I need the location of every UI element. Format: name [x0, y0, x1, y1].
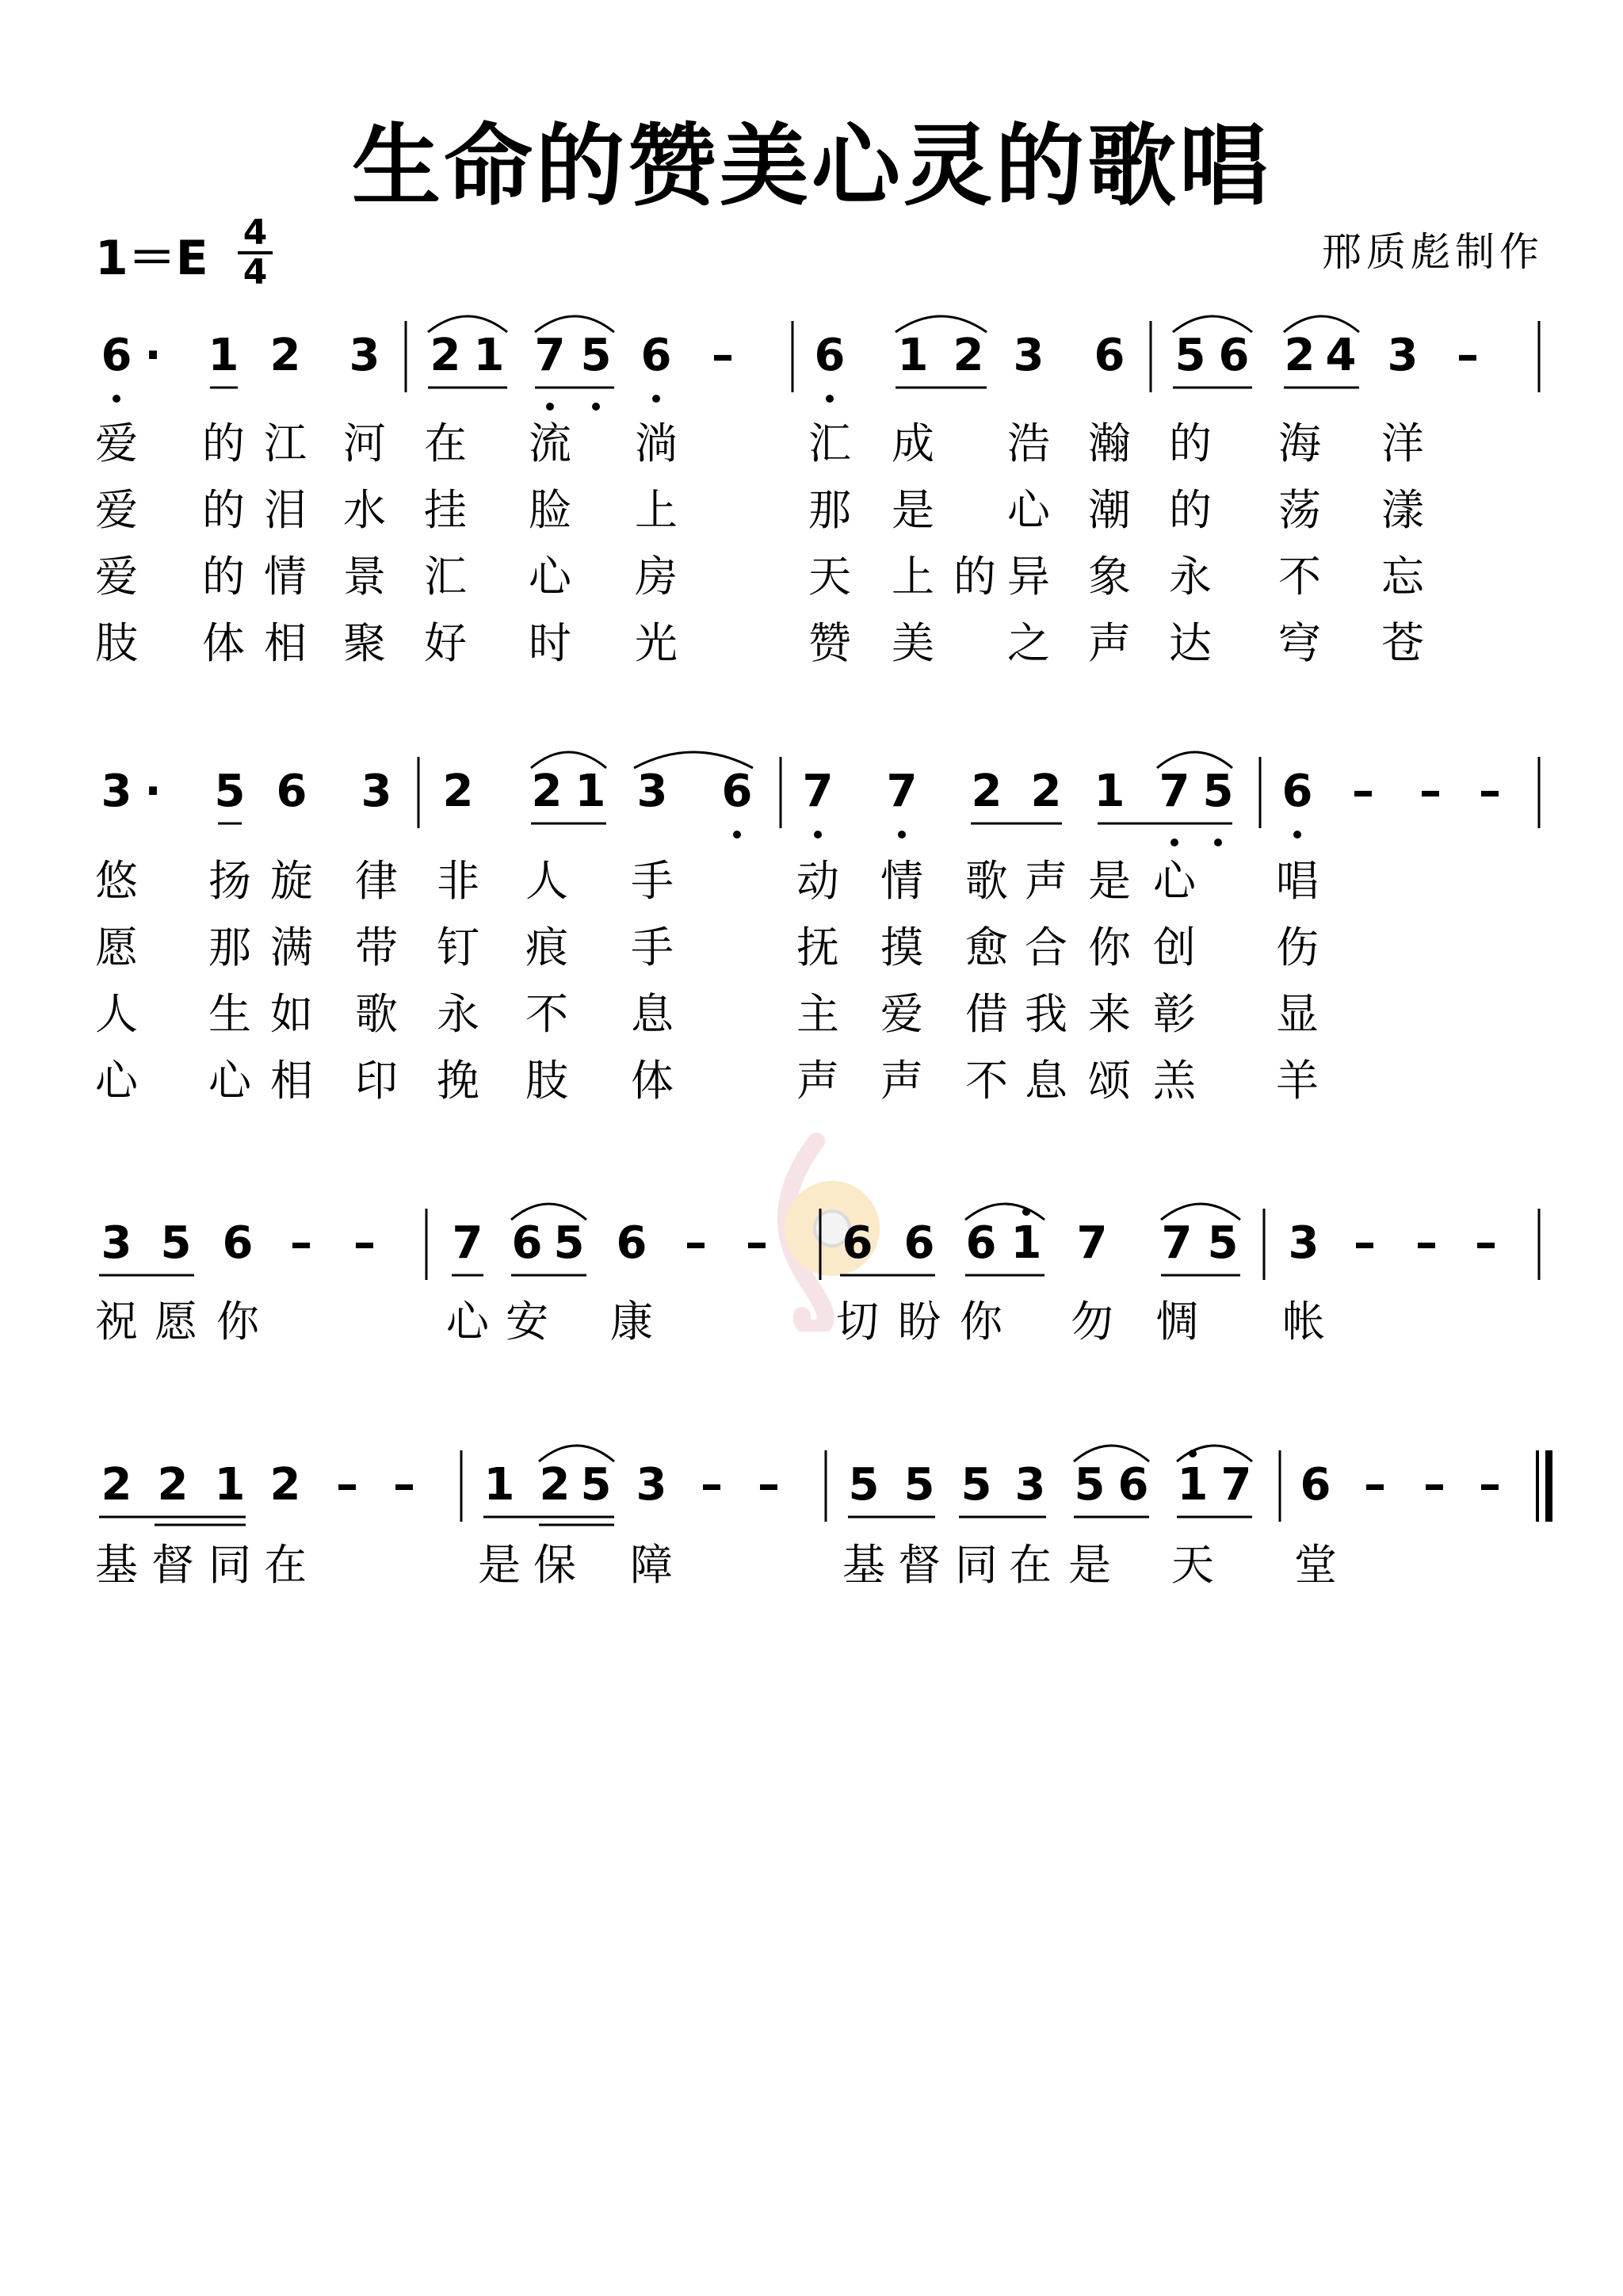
note: 7 — [452, 1217, 483, 1269]
lyric-char: 息 — [1025, 1056, 1067, 1106]
lyric-char: 印 — [355, 1056, 398, 1106]
lyric-char: 上 — [635, 485, 678, 535]
lyric-char: 爱 — [95, 485, 138, 535]
note: 7 — [1159, 766, 1190, 817]
note: – — [758, 1459, 780, 1511]
low-octave-dot — [113, 395, 120, 403]
note: – — [290, 1217, 312, 1269]
time-signature-bottom: 4 — [242, 252, 268, 292]
note: 1 — [473, 330, 505, 381]
lyric-char: 扬 — [208, 856, 251, 906]
note: · — [144, 766, 162, 817]
note: 7 — [1220, 1459, 1252, 1511]
lyric-char: 达 — [1169, 618, 1212, 668]
lyric-char: 基 — [842, 1540, 885, 1590]
lyric-char: 旋 — [270, 856, 313, 906]
lyric-char: 心 — [1153, 856, 1196, 906]
lyric-char: 瀚 — [1088, 418, 1131, 468]
final-barline-thick — [1545, 1450, 1552, 1522]
note: 5 — [160, 1217, 192, 1269]
lyric-char: 漾 — [1381, 485, 1424, 535]
note: – — [1475, 1217, 1497, 1269]
lyric-char: 勿 — [1071, 1297, 1113, 1347]
note: – — [1364, 1459, 1386, 1511]
note: 2 — [430, 330, 461, 381]
lyric-char: 我 — [1025, 989, 1067, 1039]
lyric-char: 流 — [529, 418, 571, 468]
note: 2 — [953, 330, 984, 381]
note: 7 — [886, 766, 918, 817]
lyric-char: 祝 — [95, 1297, 138, 1347]
lyric-char: 惆 — [1155, 1297, 1198, 1347]
lyric-char: 督 — [898, 1540, 941, 1590]
lyric-char: 你 — [216, 1297, 259, 1347]
lyric-char: 穹 — [1278, 618, 1321, 668]
lyric-char: 苍 — [1381, 618, 1424, 668]
note: 1 — [483, 1459, 515, 1511]
note: 5 — [960, 1459, 992, 1511]
lyric-char: 忘 — [1381, 552, 1424, 602]
lyric-char: 爱 — [95, 552, 138, 602]
note: 2 — [101, 1459, 132, 1511]
lyric-char: 显 — [1276, 989, 1319, 1039]
note: 3 — [101, 766, 132, 817]
note: – — [1479, 766, 1501, 817]
time-signature — [238, 212, 273, 292]
note: 3 — [1013, 330, 1044, 381]
note: · — [144, 330, 162, 381]
lyric-char: 生 — [208, 989, 251, 1039]
note: 3 — [1288, 1217, 1319, 1269]
note: 6 — [814, 330, 846, 381]
lyric-char: 你 — [1088, 923, 1131, 972]
lyric-char: 泪 — [264, 485, 307, 535]
lyric-char: 伤 — [1276, 923, 1319, 972]
time-signature-top: 4 — [242, 212, 268, 253]
lyric-char: 心 — [1007, 485, 1050, 535]
lyric-char: 不 — [965, 1056, 1008, 1106]
lyric-char: 羊 — [1276, 1056, 1319, 1106]
lyric-char: 羔 — [1153, 1056, 1196, 1106]
low-octave-dot — [592, 403, 600, 411]
note: 6 — [903, 1217, 935, 1269]
lyric-char: 肢 — [525, 1056, 568, 1106]
note: – — [1457, 330, 1479, 381]
note: 1 — [575, 766, 606, 817]
note: 4 — [1325, 330, 1357, 381]
lyric-char: 非 — [437, 856, 479, 906]
lyric-char: 安 — [506, 1297, 548, 1347]
lyric-char: 在 — [424, 418, 467, 468]
lyric-char: 创 — [1153, 923, 1196, 972]
lyric-char: 手 — [631, 856, 674, 906]
note: 6 — [842, 1217, 873, 1269]
note: 1 — [1177, 1459, 1209, 1511]
lyric-char: 同 — [955, 1540, 998, 1590]
lyric-char: 息 — [631, 989, 674, 1039]
note: 6 — [1281, 766, 1313, 817]
note: 5 — [214, 766, 246, 817]
note: 5 — [1074, 1459, 1106, 1511]
lyric-char: 愈 — [965, 923, 1008, 972]
lyric-char: 情 — [264, 552, 307, 602]
note: – — [712, 330, 734, 381]
lyric-char: 美 — [892, 618, 934, 668]
note: 1 — [897, 330, 929, 381]
low-octave-dot — [1214, 839, 1222, 846]
low-octave-dot — [826, 395, 834, 403]
note: 2 — [157, 1459, 189, 1511]
lyric-char: 海 — [1278, 418, 1321, 468]
note: – — [336, 1459, 358, 1511]
lyric-char: 情 — [880, 856, 923, 906]
lyric-char: 那 — [208, 923, 251, 972]
note: 1 — [208, 330, 239, 381]
lyric-char: 带 — [355, 923, 398, 972]
lyric-char: 江 — [264, 418, 307, 468]
lyric-char: 时 — [529, 618, 571, 668]
note: – — [1352, 766, 1374, 817]
lyric-char: 动 — [796, 856, 839, 906]
low-octave-dot — [814, 831, 822, 839]
note: 3 — [349, 330, 380, 381]
note: 6 — [1218, 330, 1250, 381]
lyric-char: 保 — [533, 1540, 576, 1590]
low-octave-dot — [898, 831, 906, 839]
lyric-char: 天 — [808, 552, 851, 602]
lyric-char: 汇 — [808, 418, 851, 468]
lyric-char: 相 — [264, 618, 307, 668]
lyric-char: 是 — [1088, 856, 1131, 906]
lyric-char: 愿 — [95, 923, 138, 972]
lyric-char: 愿 — [155, 1297, 197, 1347]
note: – — [746, 1217, 768, 1269]
note: 6 — [721, 766, 753, 817]
low-octave-dot — [546, 403, 554, 411]
lyric-char: 肢 — [95, 618, 138, 668]
page-title: 生命的赞美心灵的歌唱 — [352, 115, 1271, 218]
note: 3 — [636, 766, 668, 817]
lyric-char: 光 — [635, 618, 678, 668]
high-octave-dot — [1189, 1450, 1197, 1457]
lyric-char: 是 — [478, 1540, 521, 1590]
lyric-char: 淌 — [635, 418, 678, 468]
note: 1 — [1094, 766, 1125, 817]
lyric-char: 律 — [355, 856, 398, 906]
lyric-char: 心 — [95, 1056, 138, 1106]
lyric-char: 障 — [630, 1540, 673, 1590]
lyric-char: 相 — [270, 1056, 313, 1106]
note: – — [353, 1217, 376, 1269]
note: 6 — [1117, 1459, 1149, 1511]
lyric-char: 切 — [836, 1297, 879, 1347]
lyric-char: 的 — [202, 418, 245, 468]
note: 2 — [1030, 766, 1062, 817]
note: – — [1423, 1459, 1445, 1511]
note: 2 — [269, 1459, 301, 1511]
note: 3 — [636, 1459, 667, 1511]
lyric-char: 心 — [446, 1297, 489, 1347]
note: 3 — [361, 766, 392, 817]
lyric-char: 成 — [892, 418, 934, 468]
lyric-char: 手 — [631, 923, 674, 972]
lyric-char: 聚 — [343, 618, 386, 668]
lyric-char: 歌 — [355, 989, 398, 1039]
note: 1 — [1010, 1217, 1042, 1269]
lyric-char: 心 — [529, 552, 571, 602]
lyric-char: 的 — [953, 552, 996, 602]
note: 7 — [1076, 1217, 1108, 1269]
note: 3 — [101, 1217, 132, 1269]
lyric-char: 浩 — [1007, 418, 1050, 468]
lyric-char: 异 — [1007, 552, 1050, 602]
lyric-char: 是 — [892, 485, 934, 535]
note: – — [1419, 766, 1442, 817]
lyric-char: 体 — [202, 618, 245, 668]
lyric-char: 赞 — [808, 618, 851, 668]
lyric-char: 基 — [95, 1540, 138, 1590]
note: 6 — [222, 1217, 254, 1269]
note: 7 — [1161, 1217, 1193, 1269]
note: 5 — [580, 1459, 612, 1511]
note: – — [1479, 1459, 1501, 1511]
note: 6 — [101, 330, 132, 381]
lyric-char: 满 — [270, 923, 313, 972]
note: 6 — [616, 1217, 647, 1269]
note: 2 — [539, 1459, 571, 1511]
lyric-char: 永 — [437, 989, 479, 1039]
lyric-char: 合 — [1025, 923, 1067, 972]
note: – — [701, 1459, 723, 1511]
key-signature: 1＝E — [95, 231, 208, 286]
lyric-char: 声 — [880, 1056, 923, 1106]
note: 6 — [1094, 330, 1125, 381]
lyric-char: 好 — [424, 618, 467, 668]
lyric-char: 人 — [525, 856, 568, 906]
lyric-char: 河 — [343, 418, 386, 468]
lyric-char: 人 — [95, 989, 138, 1039]
lyric-char: 如 — [270, 989, 313, 1039]
lyric-char: 主 — [796, 989, 839, 1039]
lyric-char: 洋 — [1381, 418, 1424, 468]
note: – — [1415, 1217, 1438, 1269]
lyric-char: 督 — [151, 1540, 194, 1590]
note: 7 — [534, 330, 566, 381]
note: 5 — [848, 1459, 880, 1511]
note: 5 — [1202, 766, 1234, 817]
lyric-char: 盼 — [898, 1297, 941, 1347]
lyric-char: 体 — [631, 1056, 674, 1106]
lyric-char: 歌 — [965, 856, 1008, 906]
note: 3 — [1387, 330, 1419, 381]
note: 2 — [1284, 330, 1316, 381]
lyric-char: 痕 — [525, 923, 568, 972]
note: – — [1354, 1217, 1376, 1269]
note: 6 — [640, 330, 672, 381]
note: 6 — [1300, 1459, 1331, 1511]
lyric-char: 在 — [264, 1540, 307, 1590]
note: 2 — [442, 766, 474, 817]
lyric-char: 上 — [892, 552, 934, 602]
low-octave-dot — [1293, 831, 1301, 839]
lyric-char: 水 — [343, 485, 386, 535]
note: – — [685, 1217, 707, 1269]
lyric-char: 不 — [525, 989, 568, 1039]
lyric-char: 声 — [796, 1056, 839, 1106]
lyric-char: 抚 — [796, 923, 839, 972]
note: 2 — [531, 766, 563, 817]
lyric-char: 象 — [1088, 552, 1131, 602]
note: 2 — [269, 330, 301, 381]
lyric-char: 来 — [1088, 989, 1131, 1039]
note: 6 — [276, 766, 307, 817]
lyric-char: 的 — [1169, 418, 1212, 468]
lyric-char: 你 — [960, 1297, 1002, 1347]
low-octave-dot — [652, 395, 660, 403]
note: 5 — [1207, 1217, 1239, 1269]
lyric-char: 之 — [1007, 618, 1050, 668]
credit-text: 邢质彪制作 — [1322, 229, 1544, 275]
lyric-char: 天 — [1171, 1540, 1214, 1590]
note: 3 — [1014, 1459, 1046, 1511]
low-octave-dot — [1170, 839, 1178, 846]
lyric-char: 挂 — [424, 485, 467, 535]
lyric-char: 爱 — [880, 989, 923, 1039]
lyric-char: 借 — [965, 989, 1008, 1039]
lyric-char: 挽 — [437, 1056, 479, 1106]
lyric-char: 摸 — [880, 923, 923, 972]
lyric-char: 钉 — [437, 923, 479, 972]
lyric-char: 是 — [1068, 1540, 1111, 1590]
note: 5 — [580, 330, 612, 381]
note: 7 — [802, 766, 834, 817]
note: 5 — [903, 1459, 935, 1511]
lyric-char: 不 — [1278, 552, 1321, 602]
lyric-char: 在 — [1009, 1540, 1052, 1590]
lyric-char: 唱 — [1276, 856, 1319, 906]
lyric-char: 荡 — [1278, 485, 1321, 535]
lyric-char: 的 — [1169, 485, 1212, 535]
lyric-char: 的 — [202, 552, 245, 602]
lyric-char: 脸 — [529, 485, 571, 535]
lyric-char: 同 — [208, 1540, 251, 1590]
lyric-char: 的 — [202, 485, 245, 535]
lyric-char: 声 — [1088, 618, 1131, 668]
note: 5 — [553, 1217, 585, 1269]
note: 2 — [971, 766, 1002, 817]
lyric-char: 康 — [610, 1297, 653, 1347]
note: – — [393, 1459, 415, 1511]
lyric-char: 那 — [808, 485, 851, 535]
lyric-char: 帐 — [1282, 1297, 1325, 1347]
lyric-char: 爱 — [95, 418, 138, 468]
lyric-char: 心 — [208, 1056, 251, 1106]
lyric-char: 颂 — [1088, 1056, 1131, 1106]
lyric-char: 声 — [1025, 856, 1067, 906]
lyric-char: 永 — [1169, 552, 1212, 602]
high-octave-dot — [1022, 1208, 1030, 1216]
note: 1 — [214, 1459, 246, 1511]
lyric-char: 潮 — [1088, 485, 1131, 535]
lyric-char: 悠 — [95, 856, 138, 906]
lyric-char: 彰 — [1153, 989, 1196, 1039]
lyric-char: 汇 — [424, 552, 467, 602]
low-octave-dot — [733, 831, 741, 839]
lyric-char: 堂 — [1294, 1540, 1337, 1590]
lyric-char: 房 — [635, 552, 678, 602]
note: 5 — [1174, 330, 1206, 381]
note: 6 — [511, 1217, 543, 1269]
note: 6 — [965, 1217, 997, 1269]
lyric-char: 景 — [343, 552, 386, 602]
